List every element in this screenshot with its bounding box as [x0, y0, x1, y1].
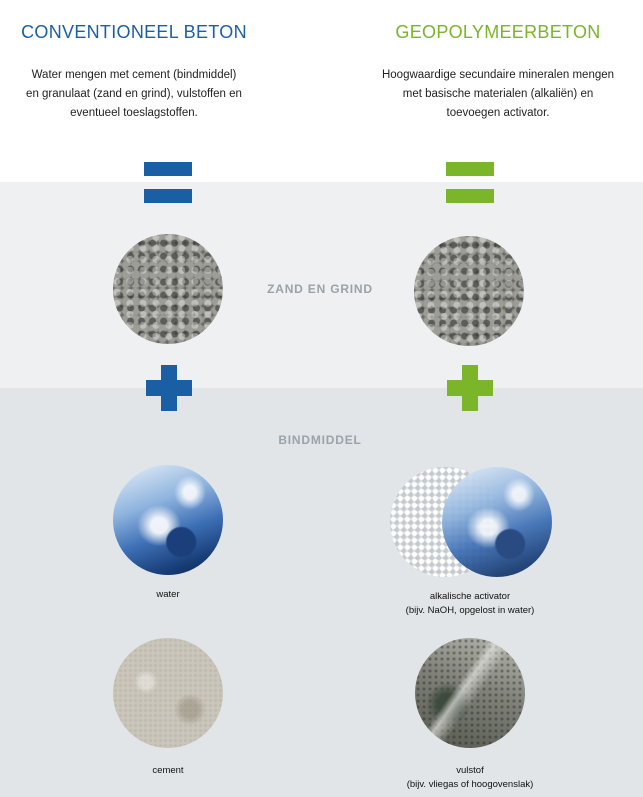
cement-caption: cement: [152, 765, 184, 776]
alkali-activator-caption: [370, 590, 570, 618]
plus-icon: [447, 365, 493, 411]
description-line: en granulaat (zand en grind), vulstoffen en: [26, 88, 242, 100]
gravel-image: [113, 234, 223, 344]
filler-caption: [370, 764, 570, 792]
equals-icon: [446, 162, 494, 216]
water-caption: water: [156, 589, 180, 600]
conventional-concrete-title: CONVENTIONEEL BETON: [21, 22, 247, 42]
description-line: Water mengen met cement (bindmiddel): [31, 69, 237, 81]
geopolymer-concrete-title: GEOPOLYMEERBETON: [395, 22, 601, 42]
description-line: Hoogwaardige secundaire mineralen mengen: [381, 69, 615, 81]
filler-image: [415, 638, 525, 748]
plus-icon: [146, 365, 192, 411]
conventional-description: [0, 66, 268, 123]
caption-line: (bijv. NaOH, opgelost in water): [405, 605, 535, 616]
water-image: [442, 467, 552, 577]
geopolymer-description: [356, 66, 640, 123]
cement-image: [113, 638, 223, 748]
description-line: met basische materialen (alkaliën) en: [402, 88, 594, 100]
gravel-image: [414, 236, 524, 346]
binder-label: BINDMIDDEL: [278, 433, 362, 447]
aggregate-label: ZAND EN GRIND: [267, 282, 373, 296]
description-line: toevoegen activator.: [446, 107, 550, 119]
caption-line: (bijv. vliegas of hoogovenslak): [406, 779, 534, 790]
caption-line: alkalische activator: [429, 591, 511, 602]
equals-icon: [144, 162, 192, 216]
water-image: [113, 465, 223, 575]
description-line: eventueel toeslagstoffen.: [70, 107, 198, 119]
caption-line: vulstof: [456, 765, 484, 776]
